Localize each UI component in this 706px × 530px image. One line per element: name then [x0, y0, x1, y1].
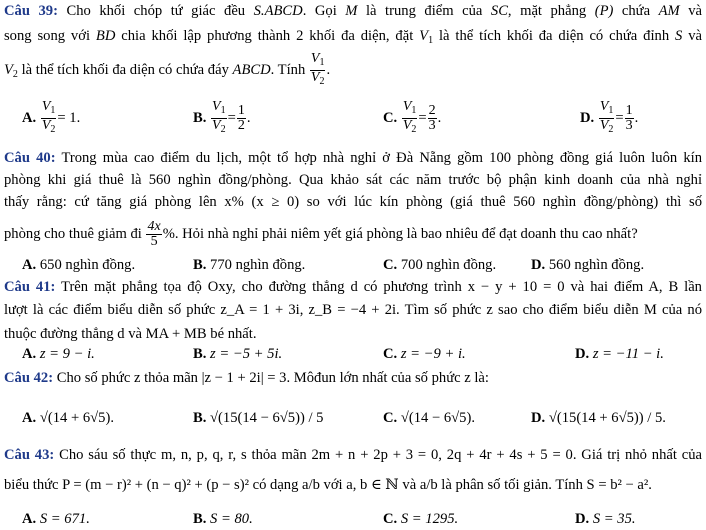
q40-line2 — [4, 172, 702, 188]
q41-text: Trên mặt phẳng tọa độ Oxy, cho đường thẳng d có phương trình x − y + 10 = 0 và hai điểm A, B lần — [61, 279, 702, 295]
q42-option-a[interactable]: A. √(14 + 6√5). — [22, 410, 114, 426]
q40-text: phòng cho thuê giảm đi — [4, 225, 142, 242]
q40-option-b[interactable]: B. 770 nghìn đồng. — [193, 257, 306, 273]
q41-text: lượt là các điểm biểu diễn số phức z_A = 1 + 3i, z_B = −4 + 2i. Tìm số phức z sao cho điểm biểu diễn M của nó — [4, 302, 702, 318]
q39-var: S.ABCD — [253, 3, 303, 19]
q39-var: SC — [490, 3, 508, 19]
q41-line1 — [4, 279, 702, 295]
option-text: = — [227, 109, 236, 126]
q39-text: chia khối lập phương thành 2 khối đa diện, đặt — [121, 28, 414, 44]
q40-text: %. Hỏi nhà nghỉ phải niêm yết giá phòng là bao nhiêu để đạt doanh thu cao nhất? — [162, 225, 638, 242]
q39-text: và — [688, 28, 703, 44]
q42-label: Câu 42: — [4, 370, 54, 386]
q42-text: Cho số phức z thỏa mãn |z − 1 + 2i| = 3. Môđun lớn nhất của số phức z là: — [56, 370, 489, 386]
q40-line3 — [4, 194, 702, 210]
q40-text: thấy rằng: cứ tăng giá phòng lên x% (x ≥ 0) so với lúc kín phòng (giá thuê 560 nghìn đồng/phòng) thì số — [4, 194, 702, 210]
q42-option-b[interactable]: B. √(15(14 − 6√5)) / 5 — [193, 410, 324, 426]
q40-label: Câu 40: — [4, 150, 56, 166]
q39-option-c[interactable]: C. $\frac{V_1}{V_2}$ = $\frac{2}{3}$ . — [383, 99, 442, 135]
q41-option-d[interactable]: D. z = −11 − i. — [575, 346, 664, 362]
q39-text: Cho khối chóp tứ giác đều — [66, 3, 246, 19]
q39-line3 — [4, 52, 330, 89]
q40-option-c[interactable]: C. 700 nghìn đồng. — [383, 257, 497, 273]
q39-text: . Tính — [270, 61, 306, 78]
q39-var: V — [419, 28, 429, 44]
q39-text: và — [688, 3, 702, 19]
option-key: B. — [193, 109, 207, 126]
q40-option-a[interactable]: A. 650 nghìn đồng. — [22, 257, 136, 273]
option-key: A. — [22, 109, 37, 126]
q39-text: chứa — [621, 3, 651, 19]
q40-option-d[interactable]: D. 560 nghìn đồng. — [531, 257, 645, 273]
q39-text: . — [326, 61, 331, 78]
option-key: C. — [383, 109, 398, 126]
q39-sub: 2 — [12, 68, 18, 80]
q43-option-a[interactable]: A. S = 671. — [22, 511, 90, 527]
q39-var: ABCD — [232, 61, 271, 78]
q39-line2 — [4, 28, 702, 49]
q43-line1 — [4, 447, 702, 463]
option-key: D. — [580, 109, 595, 126]
q39-text: là thể tích khối đa diện có chứa đáy — [21, 61, 229, 78]
q41-option-a[interactable]: A. z = 9 − i. — [22, 346, 95, 362]
q42-line1 — [4, 370, 489, 386]
q41-line2 — [4, 302, 702, 318]
q41-line3 — [4, 326, 256, 342]
q40-text: phòng khi giá thuê là 560 nghìn đồng/phòng. Qua khảo sát các năm trước bộ phận kinh doanh của nhà nghỉ — [4, 172, 702, 188]
option-text: = — [615, 109, 624, 126]
q40-line1 — [4, 150, 702, 166]
option-text: = 1. — [57, 109, 81, 126]
q41-text: thuộc đường thẳng d và MA + MB bé nhất. — [4, 326, 257, 342]
v1-over-v2-fraction: $\frac{V_1}{V_2}$ — [310, 51, 325, 87]
q39-sub: 1 — [428, 35, 434, 46]
q39-text: song song với — [4, 28, 90, 44]
q39-text: là thể tích khối đa diện có chứa đỉnh — [439, 28, 670, 44]
q43-line2 — [4, 477, 652, 493]
q43-label: Câu 43: — [4, 447, 55, 463]
q42-option-c[interactable]: C. √(14 − 6√5). — [383, 410, 475, 426]
q40-line4 — [4, 220, 638, 249]
q39-text: . Gọi — [302, 3, 337, 19]
q41-option-c[interactable]: C. z = −9 + i. — [383, 346, 466, 362]
q39-text: là trung điểm của — [366, 3, 483, 19]
q41-label: Câu 41: — [4, 279, 56, 295]
q39-var: S — [675, 28, 683, 44]
q41-option-b[interactable]: B. z = −5 + 5i. — [193, 346, 283, 362]
q43-option-d[interactable]: D. S = 35. — [575, 511, 636, 527]
q39-option-b[interactable]: B. $\frac{V_1}{V_2}$ = $\frac{1}{2}$ . — [193, 99, 251, 135]
q42-option-d[interactable]: D. √(15(14 + 6√5)) / 5. — [531, 410, 666, 426]
q39-var: BD — [95, 28, 116, 44]
q39-var: (P) — [594, 3, 614, 19]
q40-fraction: $\frac{4x}{5}$ — [147, 219, 161, 249]
q39-option-a[interactable]: A. $\frac{V_1}{V_2}$ = 1. — [22, 99, 81, 135]
q40-text: Trong mùa cao điểm du lịch, một tổ hợp nhà nghỉ ở Đà Nẵng gồm 100 phòng đồng giá luôn luôn kín — [61, 150, 702, 166]
q43-text: biểu thức P = (m − r)² + (n − q)² + (p − s)² có dạng a/b với a, b ∈ ℕ và a/b là phân số tối giản. Tính S = b² − a². — [4, 477, 652, 493]
q39-var: AM — [658, 3, 680, 19]
q43-text: Cho sáu số thực m, n, p, q, r, s thỏa mãn 2m + n + 2p + 3 = 0, 2q + 4r + 4s + 5 = 0. Giá trị nhỏ nhất của — [59, 447, 703, 463]
q39-option-d[interactable]: D. $\frac{V_1}{V_2}$ = $\frac{1}{3}$ . — [580, 99, 639, 135]
q39-label: Câu 39: — [4, 3, 58, 19]
q39-var: M — [345, 3, 358, 19]
q39-var: V — [4, 61, 13, 78]
q43-option-c[interactable]: C. S = 1295. — [383, 511, 459, 527]
q39-text: , mặt phẳng — [507, 3, 587, 19]
option-text: = — [418, 109, 427, 126]
q39-line1 — [4, 3, 702, 19]
q43-option-b[interactable]: B. S = 80. — [193, 511, 253, 527]
